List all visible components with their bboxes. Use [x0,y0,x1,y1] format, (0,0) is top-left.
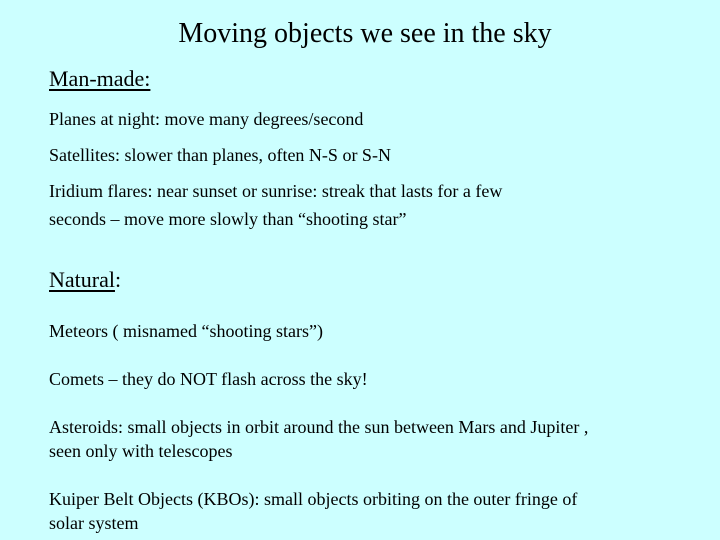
item-line: Planes at night: move many degrees/second [49,109,364,129]
heading-natural-colon: : [114,267,122,292]
list-item-planes [49,107,689,131]
list-item-meteors [49,319,689,343]
item-line: Satellites: slower than planes, often N-S or S-N [49,145,391,165]
list-item-iridium-flares [49,179,689,231]
list-item-kbos [49,487,689,535]
heading-man-made-text: Man-made: [49,66,151,91]
heading-man-made [49,65,150,93]
heading-natural [49,266,121,294]
heading-natural-text: Natural [49,267,115,292]
item-line: Iridium flares: near sunset or sunrise: streak that lasts for a few [49,181,503,201]
item-line: Asteroids: small objects in orbit around the sun between Mars and Jupiter , [49,417,589,437]
list-item-satellites [49,143,689,167]
slide-title: Moving objects we see in the sky [178,18,552,49]
item-line: solar system [49,513,139,533]
item-line: Comets – they do NOT flash across the sky! [49,369,368,389]
item-line: Kuiper Belt Objects (KBOs): small objects orbiting on the outer fringe of [49,489,578,509]
item-line: Meteors ( misnamed “shooting stars”) [49,321,323,341]
item-line: seen only with telescopes [49,441,233,461]
item-line: seconds – move more slowly than “shooting star” [49,209,407,229]
list-item-asteroids [49,415,689,463]
list-item-comets [49,367,689,391]
